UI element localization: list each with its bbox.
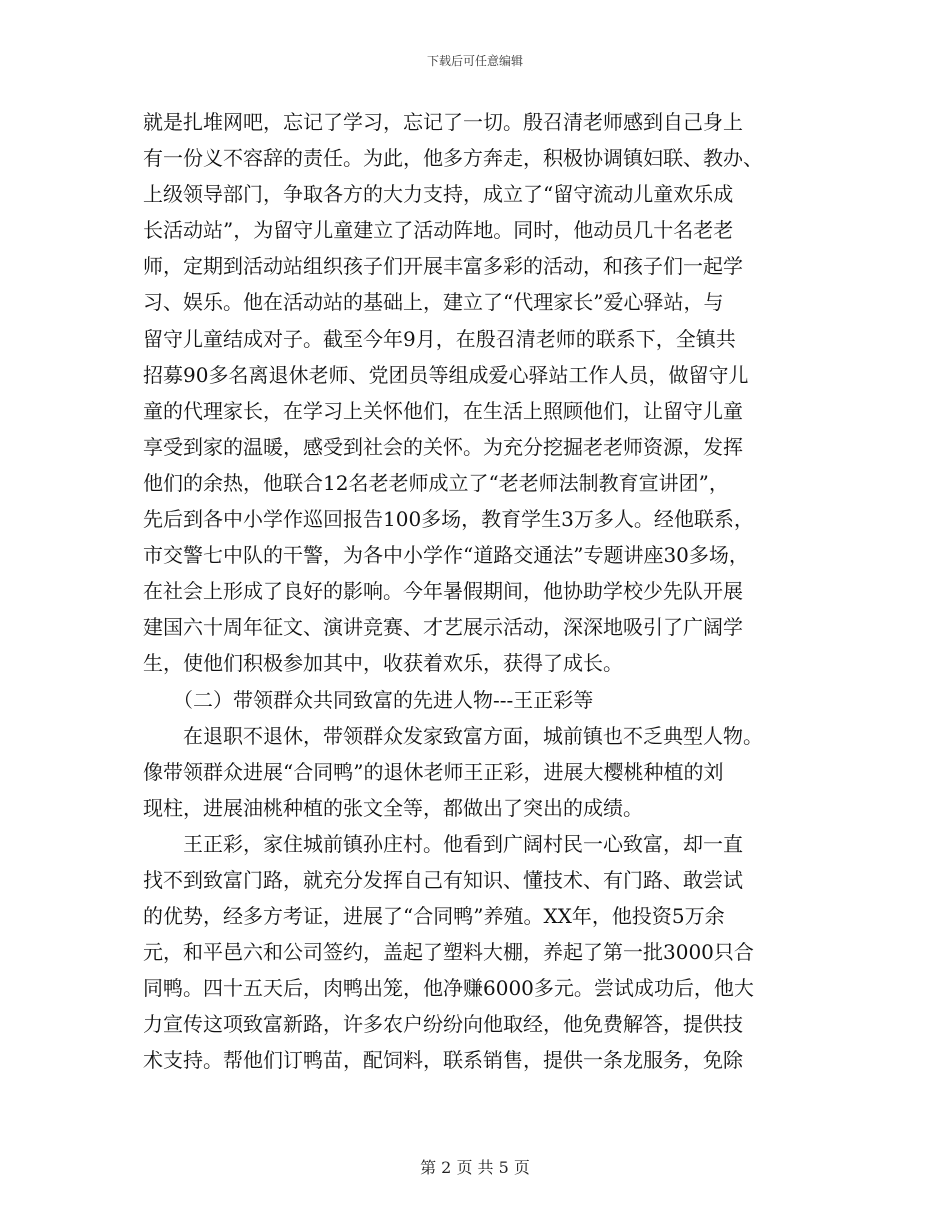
body-line: 有一份义不容辞的责任。为此，他多方奔走，积极协调镇妇联、教办、 — [143, 146, 763, 171]
body-line: 招募90多名离退休老师、党团员等组成爱心驿站工作人员，做留守儿 — [143, 362, 749, 387]
page-footer: 第 2 页 共 5 页 — [420, 1158, 530, 1177]
body-line: 力宣传这项致富新路，许多农户纷纷向他取经，他免费解答，提供技 — [143, 1012, 743, 1037]
body-line: 习、娱乐。他在活动站的基础上，建立了“代理家长”爱心驿站，与 — [143, 290, 724, 315]
body-line: 享受到家的温暖，感受到社会的关怀。为充分挖掘老老师资源，发挥 — [143, 434, 743, 459]
body-line: 找不到致富门路，就充分发挥自己有知识、懂技术、有门路、敢尝试 — [143, 867, 743, 892]
body-line: 上级领导部门，争取各方的大力支持，成立了“留守流动儿童欢乐成 — [143, 182, 734, 207]
body-line: 市交警七中队的干警，为各中小学作“道路交通法”专题讲座30多场， — [143, 543, 749, 568]
body-line: 在社会上形成了良好的影响。今年暑假期间，他协助学校少先队开展 — [143, 579, 743, 604]
body-line: 先后到各中小学作巡回报告100多场，教育学生3万多人。经他联系， — [143, 507, 754, 532]
body-line: 留守儿童结成对子。截至今年9月，在殷召清老师的联系下，全镇共 — [143, 326, 736, 351]
body-line: 现柱，进展油桃种植的张文全等，都做出了突出的成绩。 — [143, 795, 643, 820]
body-line: 童的代理家长，在学习上关怀他们，在生活上照顾他们，让留守儿童 — [143, 398, 743, 423]
body-line: 他们的余热，他联合12名老老师成立了“老老师法制教育宣讲团”， — [143, 470, 729, 495]
body-line: 长活动站”，为留守儿童建立了活动阵地。同时，他动员几十名老老 — [143, 218, 734, 243]
body-line: 师，定期到活动站组织孩子们开展丰富多彩的活动，和孩子们一起学 — [143, 254, 743, 279]
page-header: 下载后可任意编辑 — [426, 54, 523, 68]
paragraph-first-line: 在退职不退休，带领群众发家致富方面，城前镇也不乏典型人物。 — [183, 723, 763, 748]
body-line: 建国六十周年征文、演讲竞赛、才艺展示活动，深深地吸引了广阔学 — [143, 615, 743, 640]
body-line: 术支持。帮他们订鸭苗，配饲料，联系销售，提供一条龙服务，免除 — [143, 1048, 743, 1073]
body-line: 的优势，经多方考证，进展了“合同鸭”养殖。XX年，他投资5万余 — [143, 904, 725, 929]
body-text — [143, 104, 815, 1079]
body-line: 像带领群众进展“合同鸭”的退休老师王正彩，进展大樱桃种植的刘 — [143, 759, 724, 784]
body-line: 元，和平邑六和公司签约，盖起了塑料大棚，养起了第一批3000只合 — [143, 940, 754, 965]
body-line: 生，使他们积极参加其中，收获着欢乐，获得了成长。 — [143, 651, 623, 676]
section-heading: （二）带领群众共同致富的先进人物---王正彩等 — [173, 687, 594, 712]
body-line: 同鸭。四十五天后，肉鸭出笼，他净赚6000多元。尝试成功后，他大 — [143, 976, 754, 1001]
paragraph-first-line: 王正彩，家住城前镇孙庄村。他看到广阔村民一心致富，却一直 — [183, 831, 743, 856]
body-line: 就是扎堆网吧，忘记了学习，忘记了一切。殷召清老师感到自己身上 — [143, 110, 743, 134]
